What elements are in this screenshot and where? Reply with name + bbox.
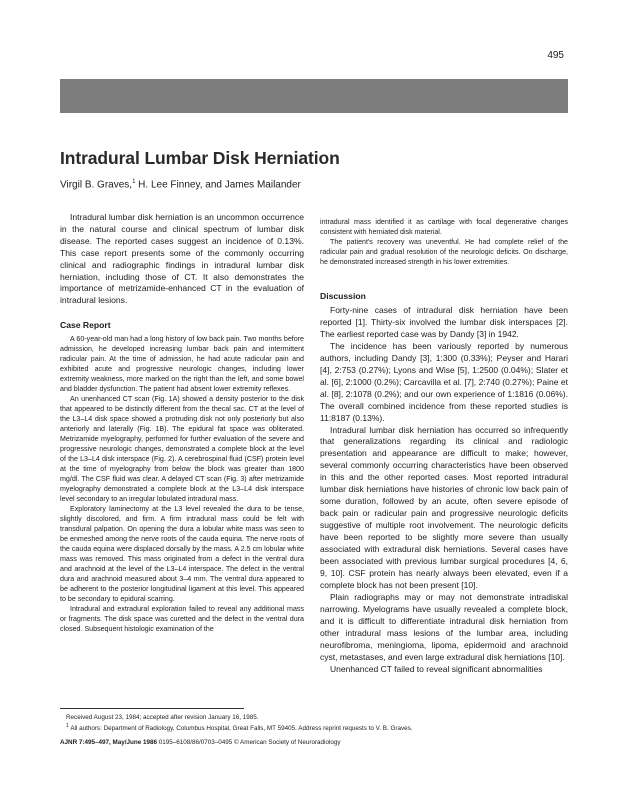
other-authors: H. Lee Finney, and James Mailander xyxy=(135,179,301,191)
case-paragraph-3: Exploratory laminectomy at the L3 level revealed the dura to be tense, slightly discolored, and firm. A firm intradural mass could be felt with transdural palpation. On opening the dura a lobular white mass was seen to be enmeshed among the nerve roots of the cauda equina. The nerve roots of the cauda equina were displaced dorsally by the mass. A 2.5 cm lobular white mass was removed. This mass originated from a defect in the ventral dura and arachnoid at the level of the L3–L4 interspace. The defect in the ventral dura and arachnoid measured about 3–4 mm. The ventral dura appeared to be adherent to the posterior longitudinal ligament at this level. This appeared to be secondary to epidural scarring. xyxy=(60,505,304,604)
journal-copyright: 0195–6108/86/0703–0495 © American Society of Neuroradiology xyxy=(156,739,341,746)
continued-paragraph-1: intradural mass identified it as cartilage with focal degenerative changes consistent with herniated disk material. xyxy=(320,218,568,236)
case-paragraph-4: Intradural and extradural exploration failed to reveal any additional mass or fragments. The disk space was curetted and the defect in the ventral dura closed. Subsequent histologic examination of the xyxy=(60,605,304,634)
continued-paragraph-2: The patient's recovery was uneventful. He had complete relief of the radicular pain and gradual resolution of the neurologic deficits. On discharge, he demonstrated increased strength in his lower extremities. xyxy=(320,238,568,266)
page-number: 495 xyxy=(547,50,564,61)
journal-citation-bold: AJNR 7:495–497, May/June 1986 xyxy=(60,739,157,746)
header-band xyxy=(60,79,568,113)
footnote-rule xyxy=(60,708,244,709)
discussion-paragraph-1: Forty-nine cases of intradural disk herniation have been reported [1]. Thirty-six involved the lumbar disk interspaces [2]. The earliest reported case was by Dandy [3] in 1942. xyxy=(320,305,568,339)
journal-citation xyxy=(60,739,341,746)
author-line xyxy=(60,179,301,190)
case-paragraph-1: A 60-year-old man had a long history of low back pain. Two months before admission, he developed increasing lumbar back pain and intermittent radicular pain. At the time of admission, he had acute radicular pain and exhibited acute and progressive neurologic changes, including lower extremity weakness, more marked on the right than the left, and some bowel and bladder dysfunction. The patient had absent lower extremity reflexes. xyxy=(60,335,304,394)
discussion-paragraph-2: The incidence has been variously reported by numerous authors, including Dandy [3], 1:300 (0.33%); Peyser and Harari [4], 2:753 (0.27%); Lyons and Wise [5], 1:2500 (0.04%); Slater et al. [6], 2:1000 (0.2%); Carcavilla et al. [7], 2:740 (0.27%); Paine et al. [8], 2:1078 (0.2%); and our own experience of 1:1816 (0.06%). The overall combined incidence from these reported studies is 11:8187 (0.13%). xyxy=(320,340,568,423)
case-report-heading: Case Report xyxy=(60,320,111,331)
case-paragraph-2: An unenhanced CT scan (Fig. 1A) showed a density posterior to the disk that appeared to be distinctly different from the thecal sac. CT at the level of the L3–L4 disk space showed a protruding disk not only posteriorly but also anteriorly and laterally (Fig. 1B). The epidural fat space was obliterated. Metrizamide myelography, performed for further evaluation of the severe and progressive neurologic changes, demonstrated a complete block at the level of the L3–L4 disk interspace (Fig. 2). A cerebrospinal fluid (CSF) protein level at the time of myelography from below the block was greater than 1800 mg/dl. The CSF fluid was clear. A delayed CT scan (Fig. 3) after metrizamide myelography demonstrated a complete block at the L3–L4 disk interspace level secondary to an irregular lobulated intradural mass. xyxy=(60,395,304,504)
left-column xyxy=(60,212,304,634)
right-column xyxy=(320,217,568,676)
affiliation-text: All authors: Department of Radiology, Columbus Hospital, Great Falls, MT 59405. Address reprint requests to V. B. Graves. xyxy=(68,725,413,733)
discussion-heading: Discussion xyxy=(320,291,366,301)
affiliation-note xyxy=(66,722,568,733)
abstract: Intradural lumbar disk herniation is an uncommon occurrence in the natural course and clinical spectrum of lumbar disk disease. The reported cases suggest an incidence of 0.13%. This case report presents some of the commonly occurring clinical and radiographic findings in intradural lumbar disk herniation, including those of CT. It also demonstrates the importance of metrizamide-enhanced CT in the evaluation of intradural lesions. xyxy=(60,212,304,306)
author-footnote-marker: 1 xyxy=(132,179,136,185)
discussion-paragraph-3: Intradural lumbar disk herniation has occurred so infrequently that generalizations regarding its clinical and radiologic presentation and appearance are difficult to make; however, several commonly occurring characteristics have been observed in this and the other reported cases. Most reported intradural lumbar disk herniations have histories of chronic low back pain of some duration, followed by an acute, often severe episode of back pain or radicular pain and progressive neurologic deficits suggestive of multiple root involvement. The neurologic deficits have been reported to be slightly more severe than usually associated with extradural disk herniations. Several cases have been associated with previous lumbar surgical procedures [4, 6, 9, 10]. CSF protein has nearly always been elevated, even if a complete block has not been present [10]. xyxy=(320,424,568,590)
footnotes xyxy=(60,713,568,733)
discussion-paragraph-5: Unenhanced CT failed to reveal significant abnormalities xyxy=(330,663,543,674)
first-author: Virgil B. Graves, xyxy=(60,179,133,191)
received-note: Received August 23, 1984; accepted after revision January 16, 1985. xyxy=(66,714,259,721)
article-title: Intradural Lumbar Disk Herniation xyxy=(60,148,340,168)
affiliation-marker: 1 xyxy=(66,723,69,729)
discussion-paragraph-4: Plain radiographs may or may not demonstrate intradiskal narrowing. Myelograms have usually revealed a complete block, and it is difficult to differentiate intradural disk herniation from other intradural mass lesions of the lumbar area, including neurofibroma, meningioma, lipoma, epidermoid and arachnoid cyst, metastases, and even large extradural disk herniations [10]. xyxy=(320,591,568,662)
